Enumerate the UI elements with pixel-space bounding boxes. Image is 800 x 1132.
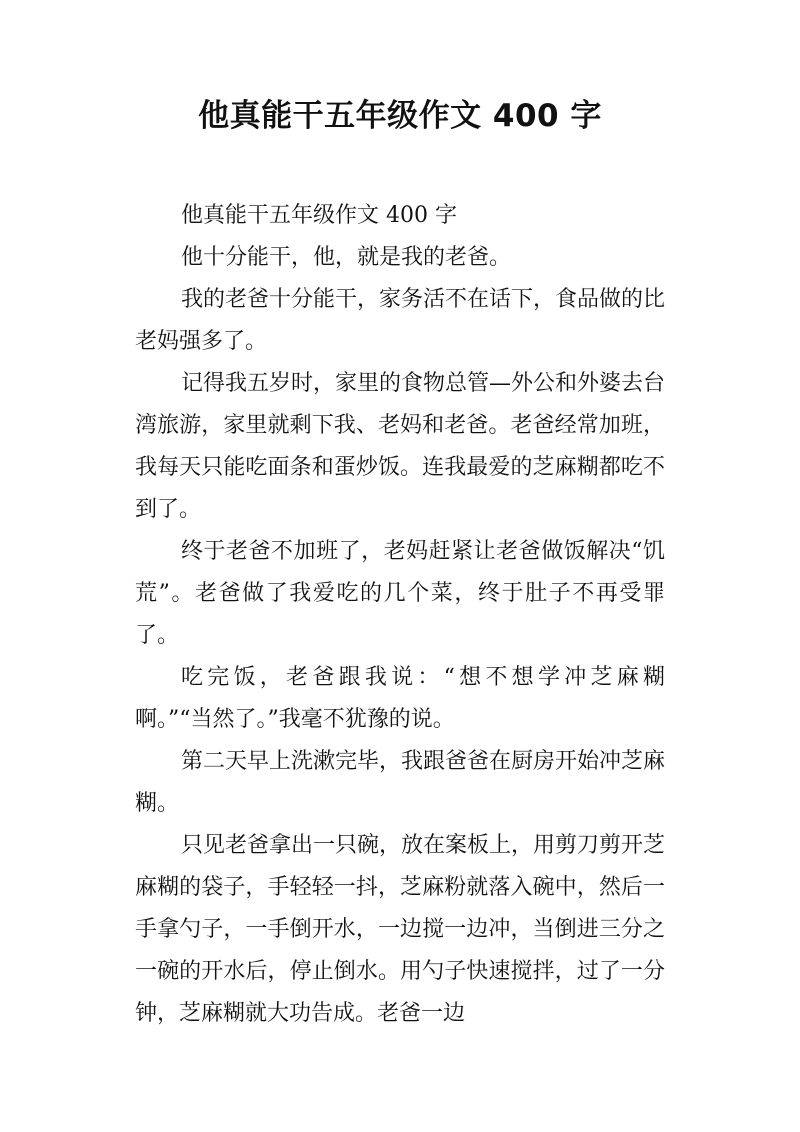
paragraph: 终于老爸不加班了，老妈赶紧让老爸做饭解决“饥荒”。老爸做了我爱吃的几个菜，终于肚子不再受罪了。 — [135, 539, 665, 648]
paragraph: 他十分能干，他，就是我的老爸。 — [181, 245, 512, 270]
paragraph: 第二天早上洗漱完毕，我跟爸爸在厨房开始冲芝麻糊。 — [135, 749, 666, 816]
document-title: 他真能干五年级作文 400 字 — [198, 98, 602, 134]
paragraph: 我的老爸十分能干，家务活不在话下，食品做的比老妈强多了。 — [135, 287, 666, 354]
document-body — [135, 195, 665, 1035]
paragraph: 吃完饭，老爸跟我说：“想不想学冲芝麻糊啊。”“当然了。”我毫不犹豫的说。 — [135, 665, 665, 732]
paragraph: 记得我五岁时，家里的食物总管—外公和外婆去台湾旅游，家里就剩下我、老妈和老爸。老爸经常加班，我每天只能吃面条和蛋炒饭。连我最爱的芝麻糊都吃不到了。 — [135, 371, 666, 522]
paragraph-subtitle: 他真能干五年级作文 400 字 — [181, 203, 457, 228]
paragraph: 只见老爸拿出一只碗，放在案板上，用剪刀剪开芝麻糊的袋子，手轻轻一抖，芝麻粉就落入碗中，然后一手拿勺子，一手倒开水，一边搅一边冲，当倒进三分之一碗的开水后，停止倒水。用勺子快速搅拌，过了一分钟，芝麻糊就大功告成。老爸一边 — [135, 833, 666, 1026]
